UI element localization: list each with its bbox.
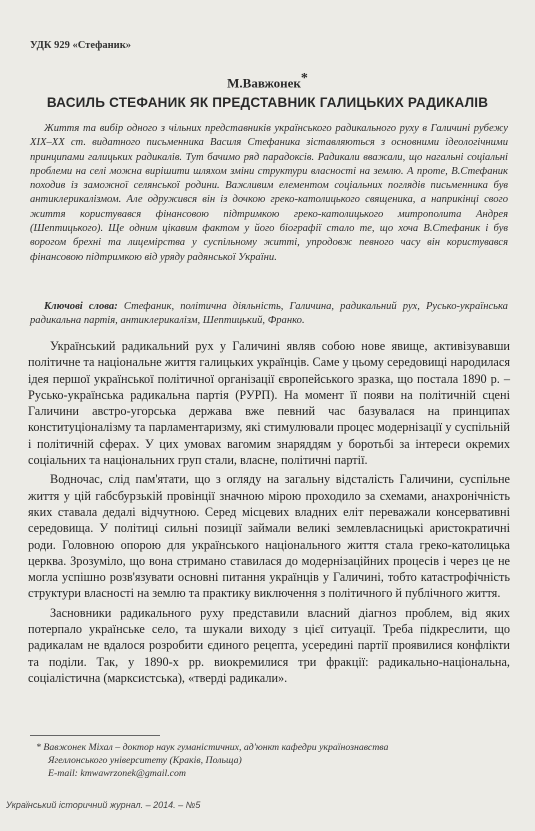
footnote-divider xyxy=(30,735,160,736)
keywords-block xyxy=(30,300,508,329)
body-paragraph: Водночас, слід пам'ятати, що з огляду на загальну відсталість Галичини, суспільне життя у цій габсбурзькій провінції значною мірою проходило за схемами, анахронічність яких ставала дедалі відчутною. Серед місцевих владних еліт переважали консервативні середовища. У політиці сильні позиції займали великі землевласницькі аристократичні роди. Головною опорою для українського національного життя стала греко-католицька церква. Зрозуміло, що вона стримано ставилася до модернізаційних процесів і через це не могла успішно розв'язувати основні питання українців у Галичині, тобто катастрофічність структури власності на землю та практику виключення з політичного й публічного життя. xyxy=(28,472,510,601)
article-body xyxy=(28,338,510,689)
author-name: М.Вавжонек xyxy=(227,75,301,91)
udk-code: УДК 929 «Стефаник» xyxy=(30,40,132,51)
journal-footer: Український історичний журнал. – 2014. – №5 xyxy=(6,800,201,810)
footnote-email: E-mail: kmwawrzonek@gmail.com xyxy=(48,768,186,779)
abstract: Життя та вибір одного з чільних представників українського радикального руху в Галичині рубежу XIX–XX ст. видатного письменника Василя Стефаника зіставляються з основними ідеологічними принципами галицьких радикалів. Тут бачимо ряд парадоксів. Радикали вважали, що нагальні соціальні проблеми на селі можна вирішити шляхом зміни структури власності на землю. А проте, В.Стефаник походив із заможної селянської родини. Важливим елементом соціальних поглядів письменника був антиклерикалізмом. Але одружився він із дочкою греко-католицького священика, а наприкінці свого життя користувався фінансовою підтримкою греко-католицького митрополита Андрея (Шептицького). Ще одним цікавим фактом у його біографії стало те, що хоча В.Стефаник і був ворогом брехні та лицемірства у суспільному житті, упродовж певного часу він користувався фінансовою підтримкою від уряду радянської України. xyxy=(30,123,508,263)
article-author xyxy=(0,71,535,91)
footnote-mark: * xyxy=(36,742,41,753)
keywords-text: Стефаник, політична діяльність, Галичина, радикальний рух, Русько-українська радикальна партія, антиклерикалізм, Шептицький, Франко. xyxy=(30,301,508,327)
body-paragraph: Український радикальний рух у Галичині являв собою нове явище, активізувавши політичне та національне життя галицьких українців. Саме у цьому середовищі народилася ідея першої української політичної організації європейського зразка, що постала 1890 р. – Русько-українська радикальна партія (РУРП). На момент її появи на політичній сцені Галичини австро-угорська держава вже певний час базувалася на принципах конституціоналізму та парламентаризму, які стимулювали процес модернізації у суспільній і політичній сферах. У цих умовах вагомим знаряддям у боротьбі за інтереси окремих соціальних та національних груп стали, власне, політичні партії. xyxy=(28,339,510,468)
article-title: ВАСИЛЬ СТЕФАНИК ЯК ПРЕДСТАВНИК ГАЛИЦЬКИХ РАДИКАЛІВ xyxy=(46,95,489,110)
keywords-label: Ключові слова: xyxy=(44,301,118,312)
footnote-line: Вавжонек Міхал – доктор наук гуманістичних, ад'юнкт кафедри українознавства xyxy=(43,742,389,753)
footnote xyxy=(36,741,506,780)
footnote-line: Ягеллонського університету (Краків, Польща) xyxy=(48,755,242,766)
body-paragraph: Засновники радикального руху представили власний діагноз проблем, від яких потерпало українське село, та шукали виходу з цієї ситуації. Треба підкреслити, що радикалам не вдалося розробити єдиного рецепта, усередині партії проявилися конфлікти та поділи. Так, у 1890-х рр. виокремилися три фракції: радикально-національна, соціалістична (марксистська), «тверді радикали». xyxy=(28,605,510,685)
author-footnote-mark: * xyxy=(300,71,308,86)
